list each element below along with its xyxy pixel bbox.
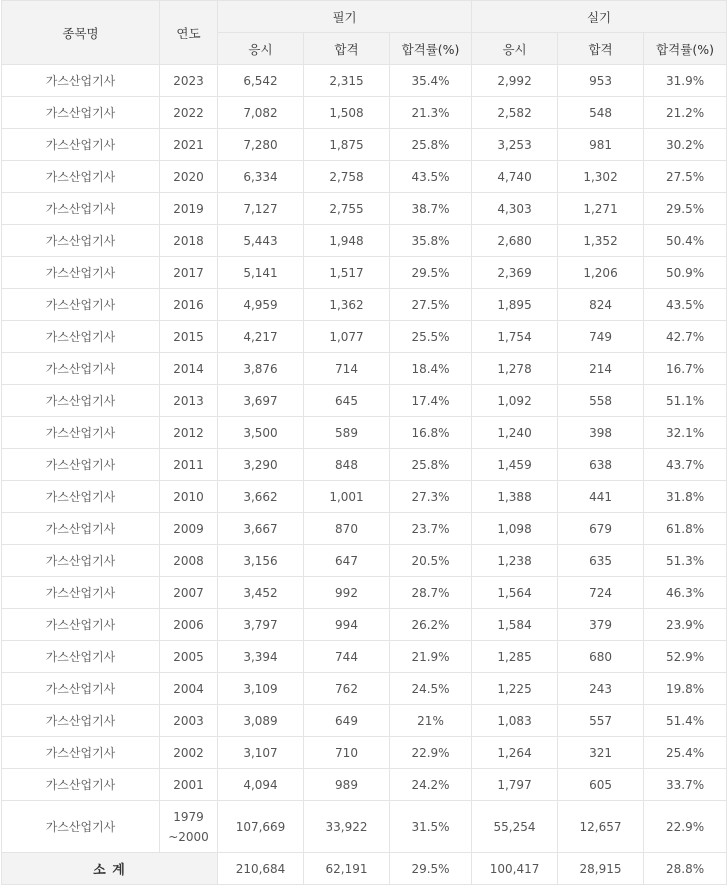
cell-practical-pass-rate: 31.9% xyxy=(644,65,727,97)
cell-year: 2011 xyxy=(160,449,218,481)
cell-practical-applicants: 1,388 xyxy=(472,481,558,513)
cell-practical-passed: 1,302 xyxy=(558,161,644,193)
cell-written-passed: 33,922 xyxy=(304,801,390,853)
cell-year: 2023 xyxy=(160,65,218,97)
cell-year: 2014 xyxy=(160,353,218,385)
header-practical-passed: 합격 xyxy=(558,33,644,65)
cell-year: 2021 xyxy=(160,129,218,161)
cell-practical-pass-rate: 46.3% xyxy=(644,577,727,609)
cell-practical-pass-rate: 31.8% xyxy=(644,481,727,513)
cell-written-pass-rate: 27.5% xyxy=(390,289,472,321)
cell-written-passed: 2,758 xyxy=(304,161,390,193)
cell-practical-passed: 981 xyxy=(558,129,644,161)
cell-year: 2015 xyxy=(160,321,218,353)
table-row xyxy=(2,129,727,161)
header-written-pass-rate: 합격률(%) xyxy=(390,33,472,65)
cell-practical-passed: 679 xyxy=(558,513,644,545)
cell-year: 2006 xyxy=(160,609,218,641)
header-written-applicants: 응시 xyxy=(218,33,304,65)
table-row xyxy=(2,65,727,97)
total-practical-passed: 28,915 xyxy=(558,853,644,885)
cell-practical-applicants: 1,754 xyxy=(472,321,558,353)
cell-year: 2003 xyxy=(160,705,218,737)
cell-practical-pass-rate: 42.7% xyxy=(644,321,727,353)
cell-practical-pass-rate: 23.9% xyxy=(644,609,727,641)
cell-item-name: 가스산업기사 xyxy=(2,737,160,769)
table-row xyxy=(2,289,727,321)
cell-practical-passed: 379 xyxy=(558,609,644,641)
cell-written-pass-rate: 25.8% xyxy=(390,449,472,481)
header-practical-applicants: 응시 xyxy=(472,33,558,65)
cell-written-applicants: 3,089 xyxy=(218,705,304,737)
cell-written-applicants: 4,959 xyxy=(218,289,304,321)
cell-practical-applicants: 4,303 xyxy=(472,193,558,225)
cell-practical-passed: 635 xyxy=(558,545,644,577)
table-row xyxy=(2,385,727,417)
cell-written-pass-rate: 21.9% xyxy=(390,641,472,673)
cell-year: 2007 xyxy=(160,577,218,609)
header-year: 연도 xyxy=(160,1,218,65)
cell-practical-passed: 724 xyxy=(558,577,644,609)
cell-written-applicants: 6,542 xyxy=(218,65,304,97)
cell-practical-applicants: 3,253 xyxy=(472,129,558,161)
cell-practical-passed: 1,271 xyxy=(558,193,644,225)
cell-written-applicants: 3,290 xyxy=(218,449,304,481)
cell-written-passed: 1,948 xyxy=(304,225,390,257)
cell-written-passed: 744 xyxy=(304,641,390,673)
cell-practical-applicants: 1,584 xyxy=(472,609,558,641)
total-practical-applicants: 100,417 xyxy=(472,853,558,885)
cell-written-pass-rate: 20.5% xyxy=(390,545,472,577)
cell-item-name: 가스산업기사 xyxy=(2,705,160,737)
cell-written-pass-rate: 35.4% xyxy=(390,65,472,97)
table-footer xyxy=(2,853,727,885)
cell-written-passed: 848 xyxy=(304,449,390,481)
cell-written-passed: 647 xyxy=(304,545,390,577)
cell-practical-applicants: 2,369 xyxy=(472,257,558,289)
cell-written-pass-rate: 31.5% xyxy=(390,801,472,853)
table-body xyxy=(2,65,727,853)
cell-written-pass-rate: 35.8% xyxy=(390,225,472,257)
cell-practical-pass-rate: 33.7% xyxy=(644,769,727,801)
cell-written-applicants: 5,141 xyxy=(218,257,304,289)
cell-written-pass-rate: 22.9% xyxy=(390,737,472,769)
cell-practical-pass-rate: 50.4% xyxy=(644,225,727,257)
cell-practical-applicants: 1,797 xyxy=(472,769,558,801)
cell-written-pass-rate: 25.5% xyxy=(390,321,472,353)
cell-practical-pass-rate: 30.2% xyxy=(644,129,727,161)
cell-written-applicants: 3,452 xyxy=(218,577,304,609)
cell-year: 2018 xyxy=(160,225,218,257)
cell-written-applicants: 3,109 xyxy=(218,673,304,705)
cell-written-applicants: 3,394 xyxy=(218,641,304,673)
table-row xyxy=(2,545,727,577)
cell-practical-passed: 558 xyxy=(558,385,644,417)
cell-written-applicants: 3,156 xyxy=(218,545,304,577)
cell-year: 2010 xyxy=(160,481,218,513)
total-row xyxy=(2,853,727,885)
cell-item-name: 가스산업기사 xyxy=(2,609,160,641)
cell-practical-pass-rate: 51.4% xyxy=(644,705,727,737)
cell-written-passed: 1,077 xyxy=(304,321,390,353)
cell-written-passed: 589 xyxy=(304,417,390,449)
cell-year: 2004 xyxy=(160,673,218,705)
total-practical-pass-rate: 28.8% xyxy=(644,853,727,885)
cell-practical-applicants: 1,278 xyxy=(472,353,558,385)
table-row xyxy=(2,417,727,449)
exam-stats-table xyxy=(1,0,727,885)
cell-item-name: 가스산업기사 xyxy=(2,577,160,609)
cell-practical-pass-rate: 32.1% xyxy=(644,417,727,449)
cell-written-pass-rate: 18.4% xyxy=(390,353,472,385)
cell-written-applicants: 3,107 xyxy=(218,737,304,769)
header-practical: 실기 xyxy=(472,1,727,33)
cell-written-pass-rate: 43.5% xyxy=(390,161,472,193)
total-label: 소 계 xyxy=(2,853,218,885)
cell-practical-pass-rate: 43.7% xyxy=(644,449,727,481)
total-written-passed: 62,191 xyxy=(304,853,390,885)
cell-practical-applicants: 1,238 xyxy=(472,545,558,577)
cell-practical-pass-rate: 51.3% xyxy=(644,545,727,577)
cell-written-applicants: 4,217 xyxy=(218,321,304,353)
table-row xyxy=(2,673,727,705)
cell-year: 2013 xyxy=(160,385,218,417)
table-row xyxy=(2,161,727,193)
cell-practical-applicants: 1,083 xyxy=(472,705,558,737)
cell-year: 2002 xyxy=(160,737,218,769)
cell-practical-pass-rate: 27.5% xyxy=(644,161,727,193)
cell-practical-passed: 548 xyxy=(558,97,644,129)
header-written: 필기 xyxy=(218,1,472,33)
cell-practical-pass-rate: 22.9% xyxy=(644,801,727,853)
cell-item-name: 가스산업기사 xyxy=(2,417,160,449)
cell-practical-pass-rate: 52.9% xyxy=(644,641,727,673)
cell-practical-passed: 557 xyxy=(558,705,644,737)
cell-item-name: 가스산업기사 xyxy=(2,225,160,257)
cell-written-pass-rate: 17.4% xyxy=(390,385,472,417)
cell-practical-applicants: 55,254 xyxy=(472,801,558,853)
cell-written-applicants: 3,500 xyxy=(218,417,304,449)
cell-practical-passed: 1,352 xyxy=(558,225,644,257)
cell-written-applicants: 5,443 xyxy=(218,225,304,257)
cell-practical-pass-rate: 61.8% xyxy=(644,513,727,545)
cell-year: 1979 ~2000 xyxy=(160,801,218,853)
cell-written-applicants: 7,280 xyxy=(218,129,304,161)
cell-year: 2016 xyxy=(160,289,218,321)
table-row xyxy=(2,449,727,481)
cell-written-passed: 714 xyxy=(304,353,390,385)
cell-practical-passed: 1,206 xyxy=(558,257,644,289)
cell-item-name: 가스산업기사 xyxy=(2,97,160,129)
cell-written-passed: 2,755 xyxy=(304,193,390,225)
table-row xyxy=(2,513,727,545)
cell-practical-applicants: 1,459 xyxy=(472,449,558,481)
cell-written-passed: 989 xyxy=(304,769,390,801)
cell-practical-passed: 441 xyxy=(558,481,644,513)
cell-written-pass-rate: 23.7% xyxy=(390,513,472,545)
cell-practical-applicants: 1,098 xyxy=(472,513,558,545)
cell-item-name: 가스산업기사 xyxy=(2,129,160,161)
cell-written-passed: 992 xyxy=(304,577,390,609)
cell-year: 2017 xyxy=(160,257,218,289)
cell-practical-applicants: 1,895 xyxy=(472,289,558,321)
cell-practical-pass-rate: 50.9% xyxy=(644,257,727,289)
table-row xyxy=(2,609,727,641)
cell-practical-applicants: 2,992 xyxy=(472,65,558,97)
cell-written-passed: 1,001 xyxy=(304,481,390,513)
cell-practical-passed: 749 xyxy=(558,321,644,353)
cell-practical-pass-rate: 43.5% xyxy=(644,289,727,321)
table-row xyxy=(2,97,727,129)
cell-written-pass-rate: 38.7% xyxy=(390,193,472,225)
cell-item-name: 가스산업기사 xyxy=(2,449,160,481)
cell-written-pass-rate: 24.2% xyxy=(390,769,472,801)
cell-written-pass-rate: 24.5% xyxy=(390,673,472,705)
cell-written-passed: 2,315 xyxy=(304,65,390,97)
cell-practical-applicants: 1,240 xyxy=(472,417,558,449)
cell-year: 2020 xyxy=(160,161,218,193)
cell-item-name: 가스산업기사 xyxy=(2,65,160,97)
total-written-applicants: 210,684 xyxy=(218,853,304,885)
cell-practical-pass-rate: 51.1% xyxy=(644,385,727,417)
cell-written-pass-rate: 26.2% xyxy=(390,609,472,641)
cell-written-passed: 1,362 xyxy=(304,289,390,321)
cell-practical-applicants: 2,582 xyxy=(472,97,558,129)
cell-item-name: 가스산업기사 xyxy=(2,385,160,417)
cell-practical-passed: 12,657 xyxy=(558,801,644,853)
cell-practical-pass-rate: 19.8% xyxy=(644,673,727,705)
cell-practical-applicants: 1,264 xyxy=(472,737,558,769)
cell-written-pass-rate: 25.8% xyxy=(390,129,472,161)
cell-practical-passed: 953 xyxy=(558,65,644,97)
cell-practical-passed: 398 xyxy=(558,417,644,449)
total-written-pass-rate: 29.5% xyxy=(390,853,472,885)
cell-practical-pass-rate: 21.2% xyxy=(644,97,727,129)
cell-practical-applicants: 2,680 xyxy=(472,225,558,257)
cell-practical-applicants: 1,285 xyxy=(472,641,558,673)
cell-year: 2008 xyxy=(160,545,218,577)
header-item-name: 종목명 xyxy=(2,1,160,65)
cell-written-passed: 870 xyxy=(304,513,390,545)
cell-year: 2012 xyxy=(160,417,218,449)
cell-item-name: 가스산업기사 xyxy=(2,161,160,193)
cell-practical-applicants: 1,092 xyxy=(472,385,558,417)
cell-written-applicants: 4,094 xyxy=(218,769,304,801)
cell-year: 2005 xyxy=(160,641,218,673)
cell-written-applicants: 3,662 xyxy=(218,481,304,513)
cell-practical-passed: 680 xyxy=(558,641,644,673)
cell-written-applicants: 3,667 xyxy=(218,513,304,545)
cell-written-passed: 1,508 xyxy=(304,97,390,129)
cell-written-pass-rate: 27.3% xyxy=(390,481,472,513)
table-row xyxy=(2,321,727,353)
table-row xyxy=(2,257,727,289)
cell-practical-pass-rate: 29.5% xyxy=(644,193,727,225)
cell-written-passed: 1,517 xyxy=(304,257,390,289)
table-row xyxy=(2,577,727,609)
table-row xyxy=(2,801,727,853)
cell-written-pass-rate: 21.3% xyxy=(390,97,472,129)
cell-written-applicants: 6,334 xyxy=(218,161,304,193)
table-row xyxy=(2,641,727,673)
cell-item-name: 가스산업기사 xyxy=(2,193,160,225)
cell-practical-passed: 243 xyxy=(558,673,644,705)
cell-written-passed: 649 xyxy=(304,705,390,737)
cell-written-pass-rate: 29.5% xyxy=(390,257,472,289)
cell-written-applicants: 3,876 xyxy=(218,353,304,385)
cell-item-name: 가스산업기사 xyxy=(2,801,160,853)
table-row xyxy=(2,353,727,385)
cell-written-passed: 710 xyxy=(304,737,390,769)
table-row xyxy=(2,769,727,801)
cell-item-name: 가스산업기사 xyxy=(2,353,160,385)
cell-written-applicants: 7,082 xyxy=(218,97,304,129)
cell-item-name: 가스산업기사 xyxy=(2,673,160,705)
cell-written-pass-rate: 28.7% xyxy=(390,577,472,609)
cell-practical-applicants: 1,225 xyxy=(472,673,558,705)
cell-practical-passed: 214 xyxy=(558,353,644,385)
cell-practical-pass-rate: 16.7% xyxy=(644,353,727,385)
cell-written-applicants: 3,797 xyxy=(218,609,304,641)
cell-written-passed: 994 xyxy=(304,609,390,641)
cell-year: 2009 xyxy=(160,513,218,545)
cell-written-applicants: 3,697 xyxy=(218,385,304,417)
cell-written-pass-rate: 16.8% xyxy=(390,417,472,449)
cell-year: 2022 xyxy=(160,97,218,129)
cell-item-name: 가스산업기사 xyxy=(2,289,160,321)
cell-year: 2019 xyxy=(160,193,218,225)
table-row xyxy=(2,225,727,257)
cell-written-pass-rate: 21% xyxy=(390,705,472,737)
cell-practical-applicants: 1,564 xyxy=(472,577,558,609)
cell-written-passed: 762 xyxy=(304,673,390,705)
cell-written-passed: 1,875 xyxy=(304,129,390,161)
cell-item-name: 가스산업기사 xyxy=(2,641,160,673)
cell-practical-applicants: 4,740 xyxy=(472,161,558,193)
table-row xyxy=(2,193,727,225)
table-row xyxy=(2,737,727,769)
cell-written-passed: 645 xyxy=(304,385,390,417)
header-practical-pass-rate: 합격률(%) xyxy=(644,33,727,65)
cell-item-name: 가스산업기사 xyxy=(2,257,160,289)
cell-practical-passed: 321 xyxy=(558,737,644,769)
cell-written-applicants: 107,669 xyxy=(218,801,304,853)
cell-practical-passed: 605 xyxy=(558,769,644,801)
table-row xyxy=(2,705,727,737)
table-header xyxy=(2,1,727,65)
header-written-passed: 합격 xyxy=(304,33,390,65)
cell-item-name: 가스산업기사 xyxy=(2,545,160,577)
cell-written-applicants: 7,127 xyxy=(218,193,304,225)
cell-practical-passed: 824 xyxy=(558,289,644,321)
cell-item-name: 가스산업기사 xyxy=(2,513,160,545)
cell-practical-passed: 638 xyxy=(558,449,644,481)
cell-year: 2001 xyxy=(160,769,218,801)
cell-item-name: 가스산업기사 xyxy=(2,321,160,353)
table-row xyxy=(2,481,727,513)
cell-practical-pass-rate: 25.4% xyxy=(644,737,727,769)
cell-item-name: 가스산업기사 xyxy=(2,769,160,801)
cell-item-name: 가스산업기사 xyxy=(2,481,160,513)
